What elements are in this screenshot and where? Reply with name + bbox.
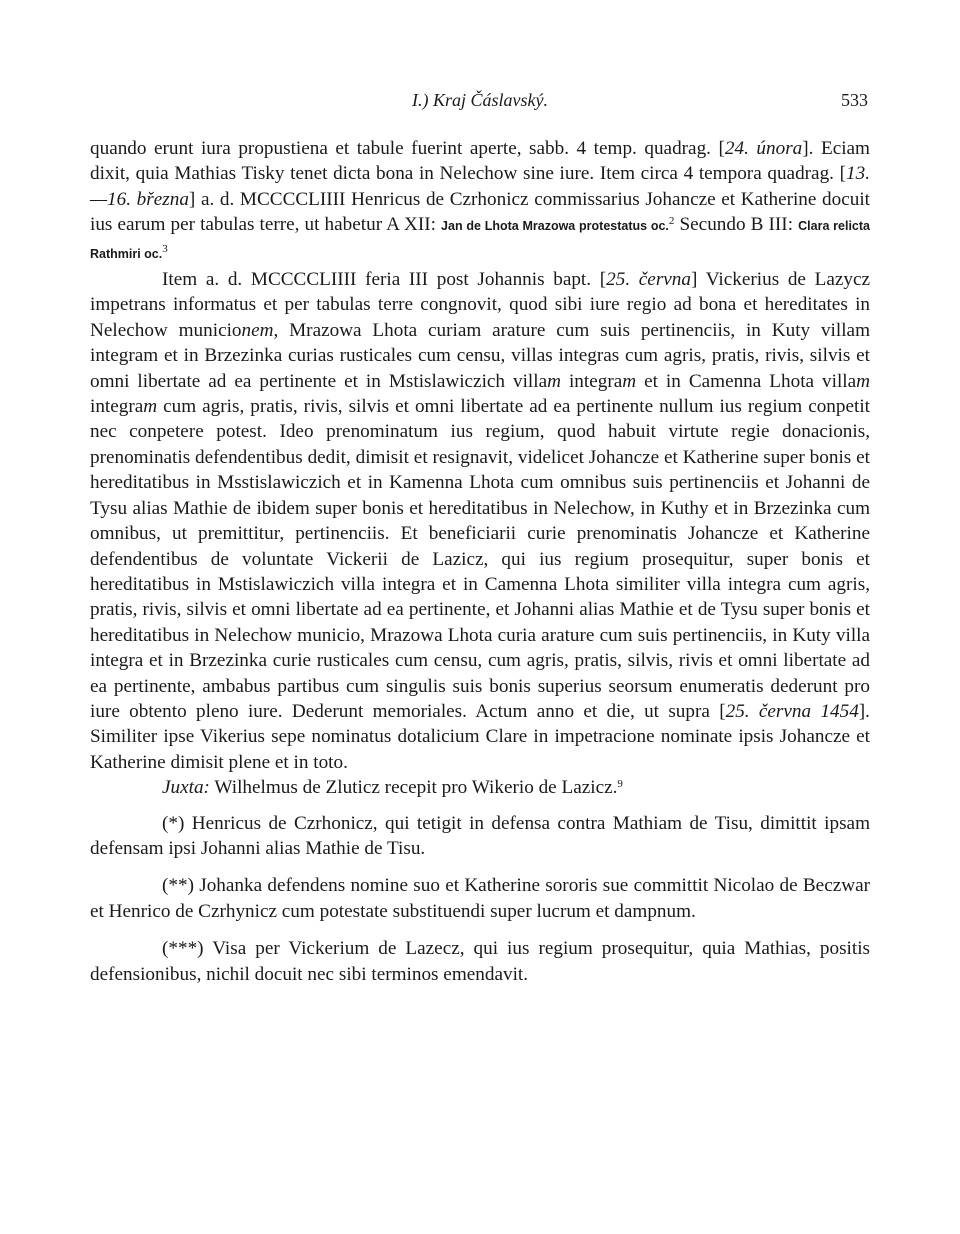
p2-italic-3: m [622,370,637,392]
footnote-ref-9: 9 [617,778,623,791]
document-body [90,136,870,987]
p1-text-c: ] a. d. MCCCCLIIII Henricus de Czrhonicz commissarius Johancze et Katherine docuit ius earum per tabulas terre, ut habetur A XII: [90,188,871,236]
p1-date-1: 24. února [724,138,803,159]
p2-text-d: integra [560,370,623,392]
note-triple-asterisk: (***) Visa per Vickerium de Lazecz, qui ius regium prosequitur, quia Mathias, positis defensionibus, nichil docuit nec sibi terminos emendavit. [90,938,870,985]
juxta-note [90,775,870,800]
paragraph-2 [90,267,870,775]
p2-text-g: cum agris, pratis, rivis, silvis et omni libertate ad ea pertinente nullum ius regium conpetit nec conpetere potest. Ideo prenominatum ius regium, quod habuit virtute regie donacionis, prenominatis defendentibus dedit, dimisit et resignavit, videlicet Johancze et Katherine super bonis et hereditatibus in Msstislawiczich et in Kamenna Lhota cum omnibus suis pertinenciis et Johanni de Tysu alias Mathie de ibidem super bonis et hereditatibus in Nelechow, in Kuthy et in Brzezinka cum omnibus, ut premittitur, pertinenciis. Et beneficiarii curie prenominatis Johancze et Katherine defendentibus de voluntate Vickerii de Lazicz, qui ius regium prosequitur, super bonis et hereditatibus in Mstislawiczich villa integra et in Camenna Lhota similiter villa integra cum agris, pratis, rivis, silvis et omni libertate ad ea pertinente, et Johanni alias Mathie et de Tysu super bonis et hereditatibus in Nelechow municio, Mrazowa Lhota curia arature cum suis pertinenciis, in Kuty villa integra et in Brzezinka curie rusticales cum censu, cum agris, pratis, silvis, rivis et omni libertate ad ea pertinente, ambabus partibus cum singulis suis bonis superius seorsum enumeratis dederunt pro iure obtento pleno iure. Dederunt memoriales. Actum anno et die, ut supra [ [90,396,870,722]
note-double-asterisk: (**) Johanka defendens nomine suo et Katherine sororis sue committit Nicolao de Beczwar et Henrico de Czrhynicz cum potestate substituendi super lucrum et dampnum. [90,875,870,922]
p1-text-b: ]. Eciam dixit, quia Mathias Tisky tenet dicta bona in Nelechow sine iure. Item circa 4 tempora quadrag. [ [90,138,870,185]
p2-italic-4: m [856,370,870,392]
juxta-label: Juxta: [162,777,210,799]
p1-register-entry-1: Jan de Lhota Mrazowa protestatus oc. [441,219,669,234]
p2-italic-1: nem [241,319,274,341]
p2-text-h: ]. Similiter ipse Vikerius sepe nominatus dotalicium Clare in impetracione nominate ipsis Johancze et Katherine dimisit plene et in toto. [90,700,870,773]
p2-italic-5: m [143,396,158,418]
p2-italic-2: m [547,370,561,392]
running-head: I.) Kraj Čáslavský. [412,90,548,110]
footnote-ref-3: 3 [162,242,168,255]
p2-text-b: ] Vickerius de Lazycz impetrans informatus et per tabulas terre congnovit, quod sibi iure regio ad bona et hereditates in Nelechow municio [90,269,870,341]
p1-text-a: quando erunt iura propustiena et tabule fuerint aperte, sabb. 4 temp. quadrag. [ [90,138,725,159]
page-number: 533 [841,90,868,110]
p2-date-1: 25. června [606,269,691,291]
p2-text-c: , Mrazowa Lhota curiam arature cum suis pertinenciis, in Kuty villam integram et in Brzezinka curias rusticales cum censu, villas integras cum agris, pratis, rivis, silvis et omni libertate ad ea pertinente et in Mstislawiczich villa [90,319,870,392]
p2-text-f: integra [90,396,144,418]
p2-text-e: et in Camenna Lhota villa [636,370,857,392]
juxta-text: Wilhelmus de Zluticz recepit pro Wikerio de Lazicz. [209,777,618,799]
p2-date-2: 25. června 1454 [725,700,859,722]
p1-text-d: Secundo B III: [674,214,799,236]
p1-register-entry-2: Clara relicta Rathmiri oc. [90,219,870,261]
page-header [90,90,870,114]
p2-text-a: Item a. d. MCCCCLIIII feria III post Johannis bapt. [ [162,269,607,291]
footnote-ref-2: 2 [668,215,675,228]
paragraph-1 [90,136,870,267]
note-single-asterisk: (*) Henricus de Czrhonicz, qui tetigit in defensa contra Mathiam de Tisu, dimittit ipsam defensam ipsi Johanni alias Mathie de Tisu. [90,812,870,859]
p1-date-2: 13.—16. března [90,163,870,210]
